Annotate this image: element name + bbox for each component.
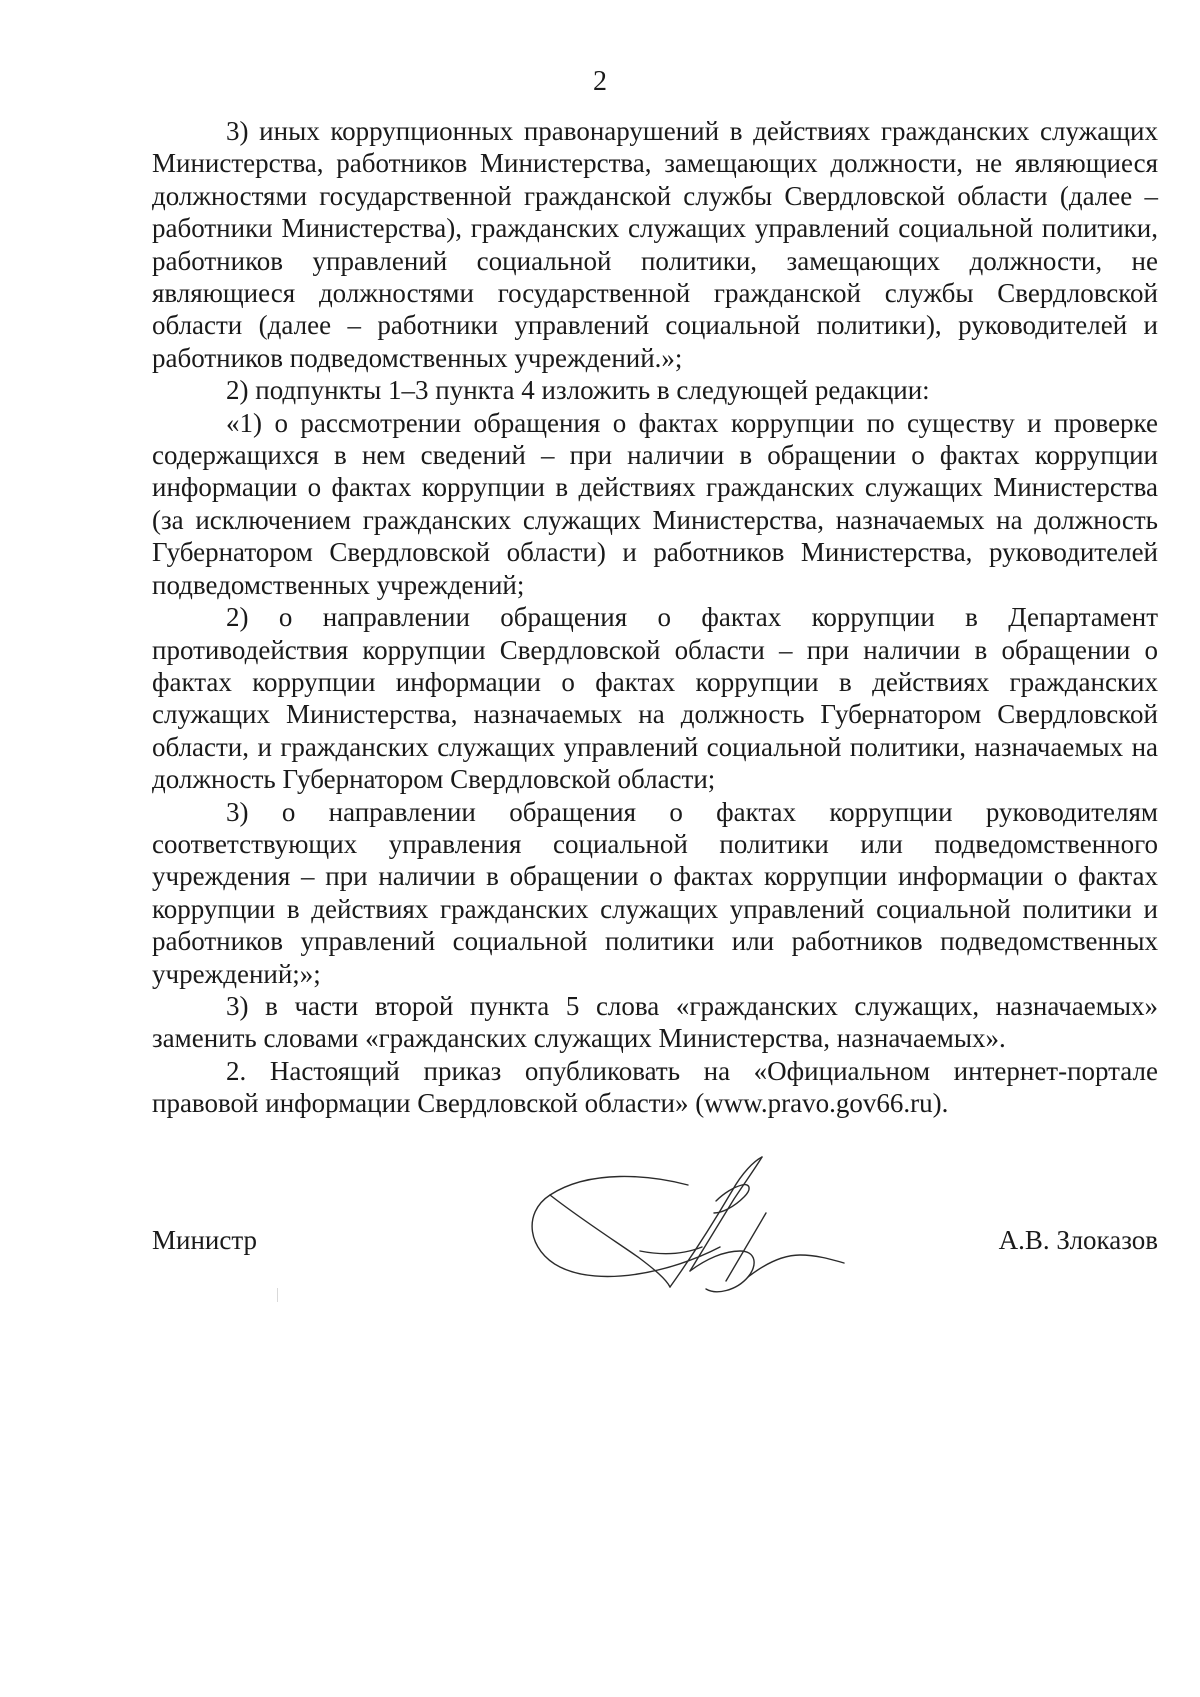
paragraph-publication-order: 2. Настоящий приказ опубликовать на «Официальном интернет-портале правовой информации Свердловской области» (www.pravo.gov66.ru).: [152, 1055, 1158, 1119]
signature-block: [152, 1224, 1158, 1268]
paragraph-item-5-amendment: 3) в части второй пункта 5 слова «гражданских служащих, назначаемых» заменить словами «гражданских служащих Министерства, назначаемых».: [152, 990, 1158, 1054]
scan-artifact: [277, 1288, 278, 1302]
paragraph-subpoint-3: 3) о направлении обращения о фактах коррупции руководителям соответствующих управления социальной политики или подведомственного учреждения – при наличии в обращении о фактах коррупции информации о фактах коррупции в действиях гражданских служащих управлений социальной политики и работников управлений социальной политики или работников подведомственных учреждений;»;: [152, 796, 1158, 989]
paragraph-subpoints-amendment: 2) подпункты 1–3 пункта 4 изложить в следующей редакции:: [226, 375, 930, 406]
page-number: 2: [593, 66, 607, 97]
document-body: [152, 115, 1158, 1120]
paragraph-item-3-other-violations: 3) иных коррупционных правонарушений в действиях гражданских служащих Министерства, работников Министерства, замещающих должности, не являющиеся должностями государственной гражданской службы Свердловской области (далее – работники Министерства), гражданских служащих управлений социальной политики, работников управлений социальной политики, замещающих должности, не являющиеся должностями государственной гражданской службы Свердловской области (далее – работники управлений социальной политики), руководителей и работников подведомственных учреждений.»;: [152, 116, 1158, 373]
paragraph-subpoint-1: «1) о рассмотрении обращения о фактах коррупции по существу и проверке содержащихся в нем сведений – при наличии в обращении о фактах коррупции информации о фактах коррупции в действиях гражданских служащих Министерства (за исключением гражданских служащих Министерства, назначаемых на должность Губернатором Свердловской области) и работников Министерства, руководителей подведомственных учреждений;: [152, 407, 1158, 600]
paragraph-subpoint-2: 2) о направлении обращения о фактах коррупции в Департамент противодействия коррупции Свердловской области – при наличии в обращении о фактах коррупции информации о фактах коррупции в действиях гражданских служащих Министерства, назначаемых на должность Губернатором Свердловской области, и гражданских служащих управлений социальной политики, назначаемых на должность Губернатором Свердловской области;: [152, 602, 1158, 795]
signer-position: Министр: [152, 1225, 257, 1255]
signer-name: А.В. Злоказов: [998, 1225, 1158, 1255]
